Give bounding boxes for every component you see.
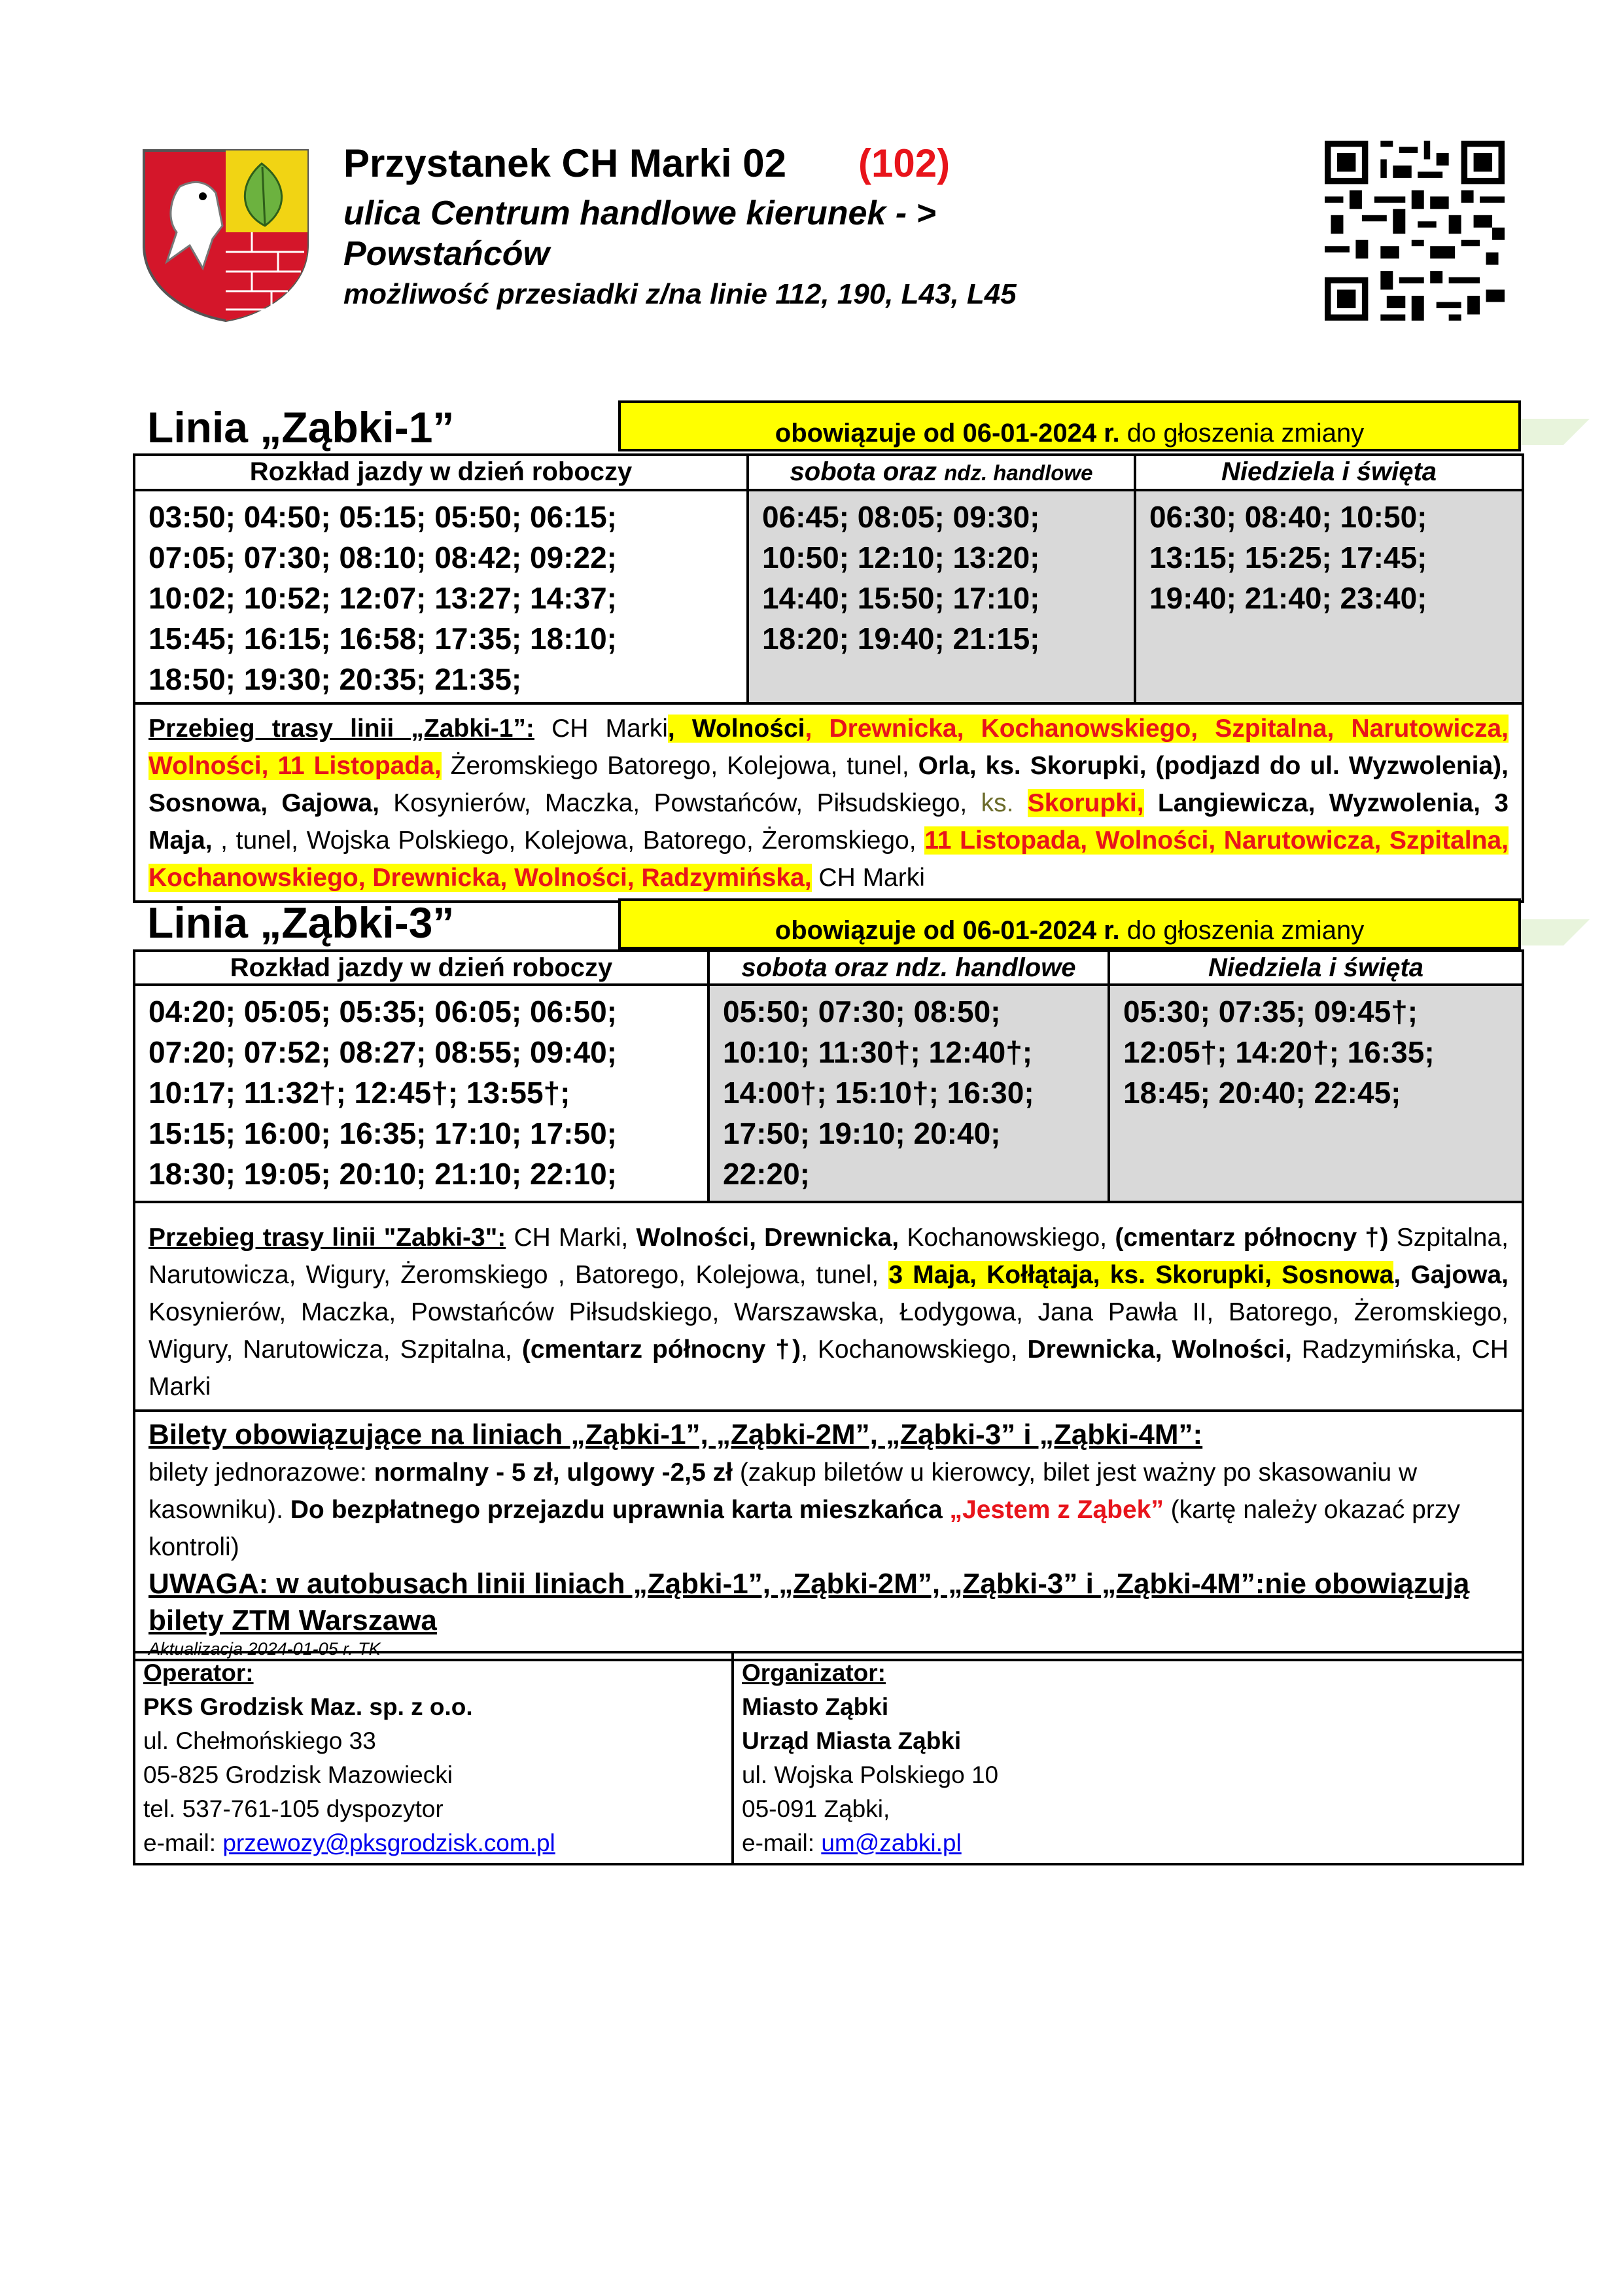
line1-valid-until: do głoszenia zmiany [1119,419,1365,448]
route-segment: CH Marki, [506,1224,637,1252]
operator-city: 05-825 Grodzisk Mazowiecki [143,1761,453,1788]
line1-header-saturday [748,455,1135,490]
line3-valid-from: obowiązuje od 06-01-2024 r. [775,916,1120,945]
route-segment: Żeromskiego Batorego, Kolejowa, tunel, [441,752,918,780]
tickets-title: Bilety obowiązujące na liniach „Ząbki-1”, „Ząbki-2M”, „Ząbki-3” i „Ząbki-4M”: [148,1419,1203,1451]
route-segment: Wolności, Drewnicka, [636,1224,899,1252]
route-segment: Langiewicza, Wyzwolenia, 3 Maja, [148,789,1509,855]
line1-weekday-times: 03:50; 04:50; 05:15; 05:50; 06:15; 07:05; 07:30; 08:10; 08:42; 09:22; 10:02; 10:52; 12:07; 13:27; 14:37; 15:45; 16:15; 16:58; 17:35; 18:10; 18:50; 19:30; 20:35; 21:35; [134,490,748,703]
route-segment: Kosynierów, Maczka, Powstańców Piłsudskiego, Warszawska, Łodygowa, Jana Pawła II, Batorego, Żeromskiego, Wigury, Narutowicza, Szpitalna, [148,1298,1509,1364]
tickets-info [134,1411,1523,1660]
route-segment: , Wolności [667,715,805,743]
route-segment: , Kochanowskiego, [801,1335,1028,1364]
route-segment: Drewnicka, Wolności, [1027,1335,1292,1364]
organizer-email-label: e-mail: [742,1829,822,1856]
line1-route-label: Przebieg trasy linii „Zabki-1”: [148,715,534,743]
line3-header-sunday: Niedziela i święta [1109,951,1523,985]
organizer-office: Urząd Miasta Ząbki [742,1727,962,1754]
route-segment: , Gajowa, [1393,1261,1509,1289]
organizer-city: 05-091 Ząbki, [742,1795,890,1822]
line3-route-label: Przebieg trasy linii "Zabki-3": [148,1224,506,1252]
organizer-email-link[interactable]: um@zabki.pl [821,1829,962,1856]
line1-header-weekday: Rozkład jazdy w dzień roboczy [134,455,748,490]
route-segment: Skorupki, [1027,789,1144,817]
tickets-segment: (kartę należy okazać przy kontroli) [148,1496,1460,1561]
stop-title [343,141,950,186]
contacts-table [133,1651,1524,1865]
line3-header-saturday: sobota oraz ndz. handlowe [708,951,1109,985]
route-segment: Kochanowskiego, [899,1224,1115,1252]
route-segment: Kosynierów, Maczka, Powstańców, Piłsudskiego, [379,789,981,817]
route-segment: Radzymińska, CH Marki [148,1335,1509,1401]
operator-email-row [143,1826,724,1860]
organizer-label: Organizator: [742,1659,886,1686]
operator-phone: tel. 537-761-105 dyspozytor [143,1795,444,1822]
line3-validity [618,898,1521,949]
tickets-text [148,1454,1509,1566]
street-line2: Powstańców [343,235,550,273]
transfer-info: możliwość przesiadki z/na linie 112, 190, L43, L45 [343,278,1017,310]
coat-of-arms-icon [141,147,311,324]
route-segment: , Drewnicka, Kochanowskiego, Szpitalna, Narutowicza, Wolności, 11 Listopada, [148,715,1509,780]
street-direction [343,193,1128,274]
qr-code-icon[interactable] [1325,141,1505,321]
line1-timetable [133,453,1524,903]
organizer-name: Miasto Ząbki [742,1693,889,1720]
route-segment: Szpitalna, Narutowicza, Wigury, Żeromskiego , Batorego, Kolejowa, tunel, [148,1224,1509,1289]
street-line1: ulica Centrum handlowe kierunek - > [343,194,936,232]
line1-validity [618,400,1521,451]
route-segment: (cmentarz północny †) [521,1335,801,1364]
organizer-info [733,1652,1523,1864]
line1-route [134,703,1523,902]
operator-street: ul. Chełmońskiego 33 [143,1727,376,1754]
line3-header-weekday: Rozkład jazdy w dzień roboczy [134,951,708,985]
stop-number: (102) [858,141,951,185]
tickets-segment: bilety jednorazowe: [148,1458,374,1487]
route-segment: 11 Listopada, Wolności, Narutowicza, Szpitalna, Kochanowskiego, Drewnicka, Wolności, Radzymińska, [148,826,1509,892]
line1-header-saturday-main: sobota oraz [790,457,945,486]
line1-sunday-times: 06:30; 08:40; 10:50; 13:15; 15:25; 17:45; 19:40; 21:40; 23:40; [1135,490,1523,703]
route-segment: , tunel, Wojska Polskiego, Kolejowa, Batorego, Żeromskiego, [212,826,925,855]
route-segment: ks. [981,789,1028,817]
line3-sunday-times: 05:30; 07:35; 09:45†; 12:05†; 14:20†; 16:35; 18:45; 20:40; 22:45; [1109,985,1523,1202]
tickets-segment: (zakup biletów u kierowcy, bilet jest ważny po skasowaniu w kasowniku). [148,1458,1418,1524]
line3-title: Linia „Ząbki-3” [147,898,455,947]
line3-saturday-times: 05:50; 07:30; 08:50; 10:10; 11:30†; 12:40†; 14:00†; 15:10†; 16:30; 17:50; 19:10; 20:40; 22:20; [708,985,1109,1202]
route-segment: 3 Maja, Kołłątaja, ks. Skorupki, Sosnowa [888,1261,1394,1289]
route-segment: Orla, ks. Skorupki, (podjazd do ul. Wyzwolenia), Sosnowa, Gajowa, [148,752,1509,817]
line3-route [134,1202,1523,1411]
line1-header-sunday: Niedziela i święta [1135,455,1523,490]
operator-email-link[interactable]: przewozy@pksgrodzisk.com.pl [222,1829,555,1856]
tickets-segment: normalny - 5 zł, ulgowy -2,5 zł [374,1458,733,1487]
line1-header-saturday-small: ndz. handlowe [944,461,1093,485]
operator-label: Operator: [143,1659,254,1686]
route-segment: CH Marki [811,864,925,892]
tickets-segment: Do bezpłatnego przejazdu uprawnia karta mieszkańca [290,1496,950,1524]
organizer-street: ul. Wojska Polskiego 10 [742,1761,999,1788]
line1-saturday-times: 06:45; 08:05; 09:30; 10:50; 12:10; 13:20; 14:40; 15:50; 17:10; 18:20; 19:40; 21:15; [748,490,1135,703]
route-segment: (cmentarz północny †) [1115,1224,1389,1252]
line3-valid-until: do głoszenia zmiany [1119,916,1365,945]
stop-name: Przystanek CH Marki 02 [343,141,786,185]
line1-valid-from: obowiązuje od 06-01-2024 r. [775,419,1120,448]
operator-info [134,1652,733,1864]
organizer-email-row [742,1826,1514,1860]
line3-timetable [133,949,1524,1661]
operator-email-label: e-mail: [143,1829,223,1856]
route-segment: CH Marki [534,715,668,743]
update-note: Aktualizacja 2024-01-05 r. TK [148,1639,381,1659]
tickets-warning: UWAGA: w autobusach linii liniach „Ząbki-1”, „Ząbki-2M”, „Ząbki-3” i „Ząbki-4M”:nie obowiązują bilety ZTM Warszawa [148,1568,1470,1636]
operator-name: PKS Grodzisk Maz. sp. z o.o. [143,1693,473,1720]
tickets-segment: „Jestem z Ząbek” [949,1496,1164,1524]
line3-weekday-times: 04:20; 05:05; 05:35; 06:05; 06:50; 07:20; 07:52; 08:27; 08:55; 09:40; 10:17; 11:32†; 12:45†; 13:55†; 15:15; 16:00; 16:35; 17:10; 17:50; 18:30; 19:05; 20:10; 21:10; 22:10; [134,985,708,1202]
line1-title: Linia „Ząbki-1” [147,403,455,451]
